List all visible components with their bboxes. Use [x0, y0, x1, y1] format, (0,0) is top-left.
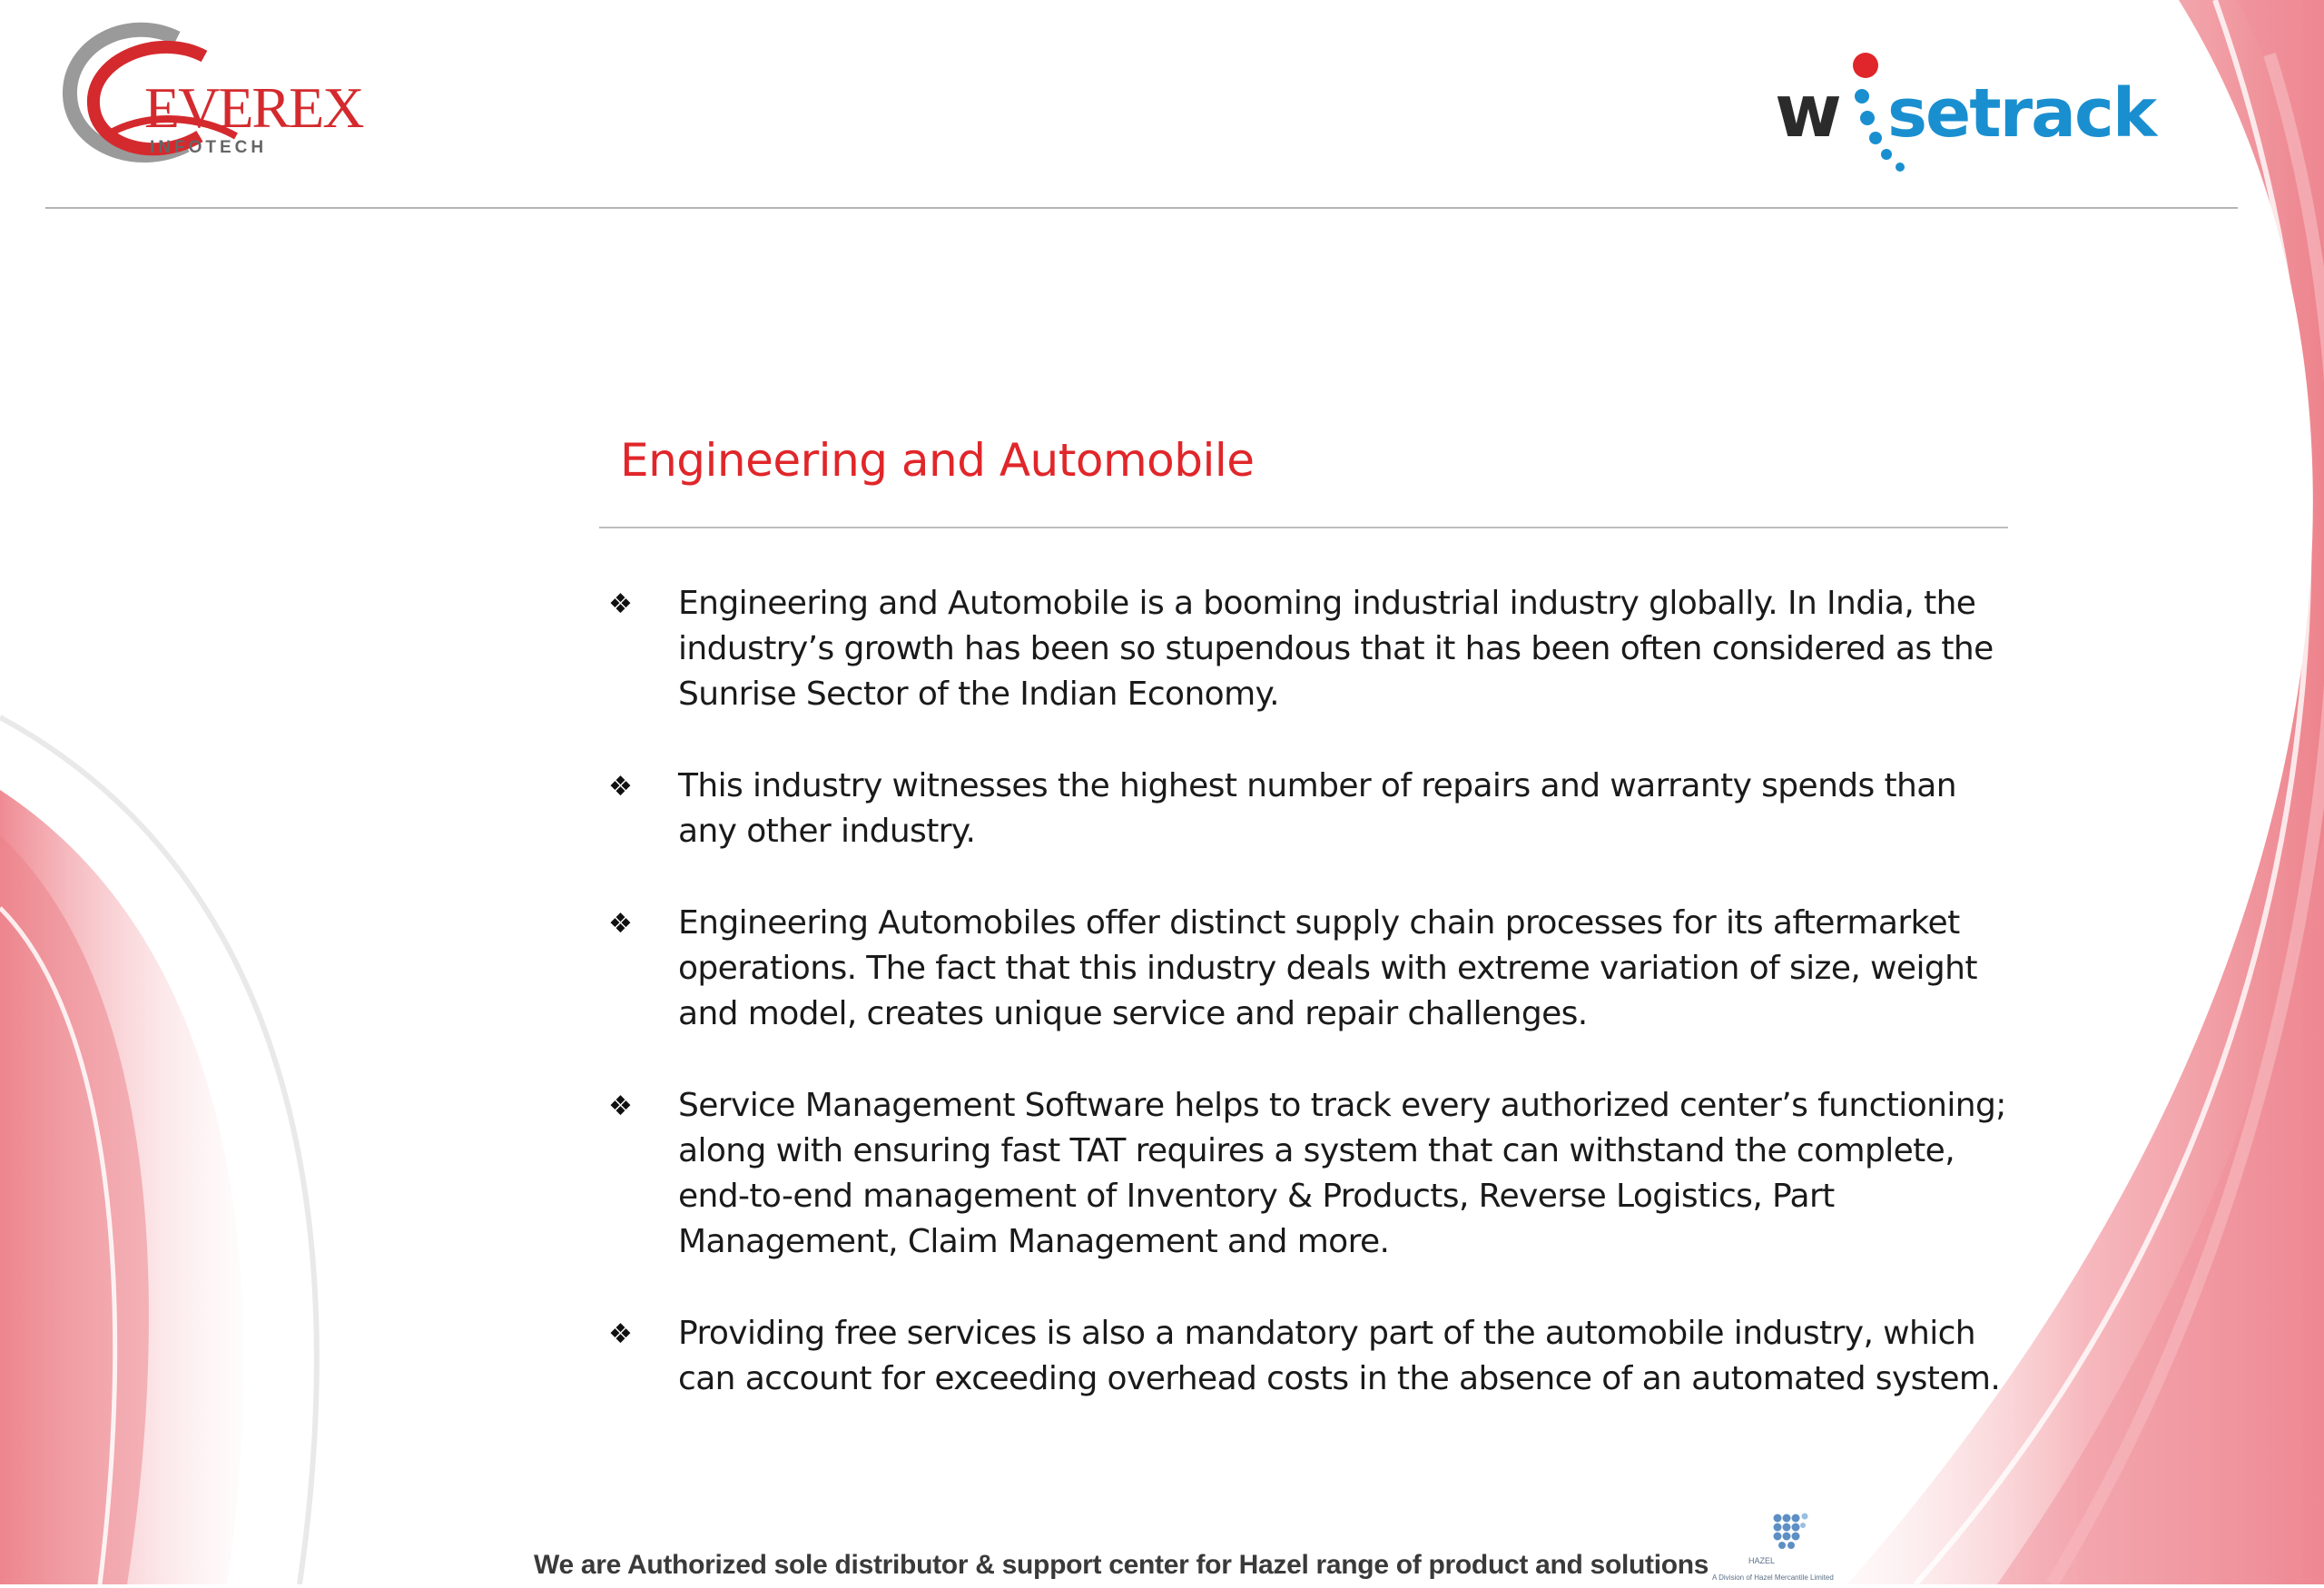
diamond-bullet-icon: ❖: [608, 1318, 633, 1350]
bullet-text: This industry witnesses the highest number of repairs and warranty spends than any other industry.: [678, 767, 1956, 850]
everex-infotech-logo: [50, 9, 395, 173]
title-divider: [599, 527, 2008, 528]
header-divider: [45, 207, 2238, 209]
bullet-item: [608, 764, 2024, 854]
diamond-bullet-icon: ❖: [608, 908, 633, 940]
bullet-item: [608, 901, 2024, 1037]
diamond-bullet-icon: ❖: [608, 1090, 633, 1122]
bullet-text: Providing free services is also a mandatory part of the automobile industry, which can account for exceeding overhead costs in the absence of an automated system.: [678, 1315, 2001, 1397]
bullet-text: Engineering and Automobile is a booming industrial industry globally. In India, the industry’s growth has been so stupendous that it has been often considered as the Sunrise Sector of the Indian Economy.: [678, 585, 1994, 713]
bullet-text: Service Management Software helps to track every authorized center’s functioning; along with ensuring fast TAT requires a system that can withstand the complete, end-to-end management of Inventory & Products, Reverse Logistics, Part Management, Claim Management and more.: [678, 1087, 2006, 1260]
everex-logo-wordmark: EVEREX: [144, 75, 363, 140]
wisetrack-logo-text: setrack: [1887, 74, 2156, 153]
hazel-logo-tagline: A Division of Hazel Mercantile Limited: [1712, 1573, 1834, 1582]
everex-logo-subword: INFOTECH: [150, 138, 268, 157]
hazel-logo-name: HAZEL: [1748, 1556, 1776, 1565]
diamond-bullet-icon: ❖: [608, 588, 633, 620]
footer-distributor-note: We are Authorized sole distributor & support center for Hazel range of product and solutions: [534, 1550, 1709, 1580]
wisetrack-logo: [1775, 45, 2192, 191]
bullet-text: Engineering Automobiles offer distinct supply chain processes for its aftermarket operations. The fact that this industry deals with extreme variation of size, weight and model, creates unique service and repair challenges.: [678, 904, 1977, 1032]
bullet-list: [608, 581, 2024, 1448]
bullet-item: [608, 581, 2024, 717]
diamond-bullet-icon: ❖: [608, 771, 633, 803]
bullet-item: [608, 1311, 2024, 1402]
slide-title: Engineering and Automobile: [620, 434, 1255, 487]
hazel-logo: [1712, 1509, 1876, 1583]
wisetrack-logo-w: w: [1775, 69, 1842, 153]
bullet-item: [608, 1083, 2024, 1265]
